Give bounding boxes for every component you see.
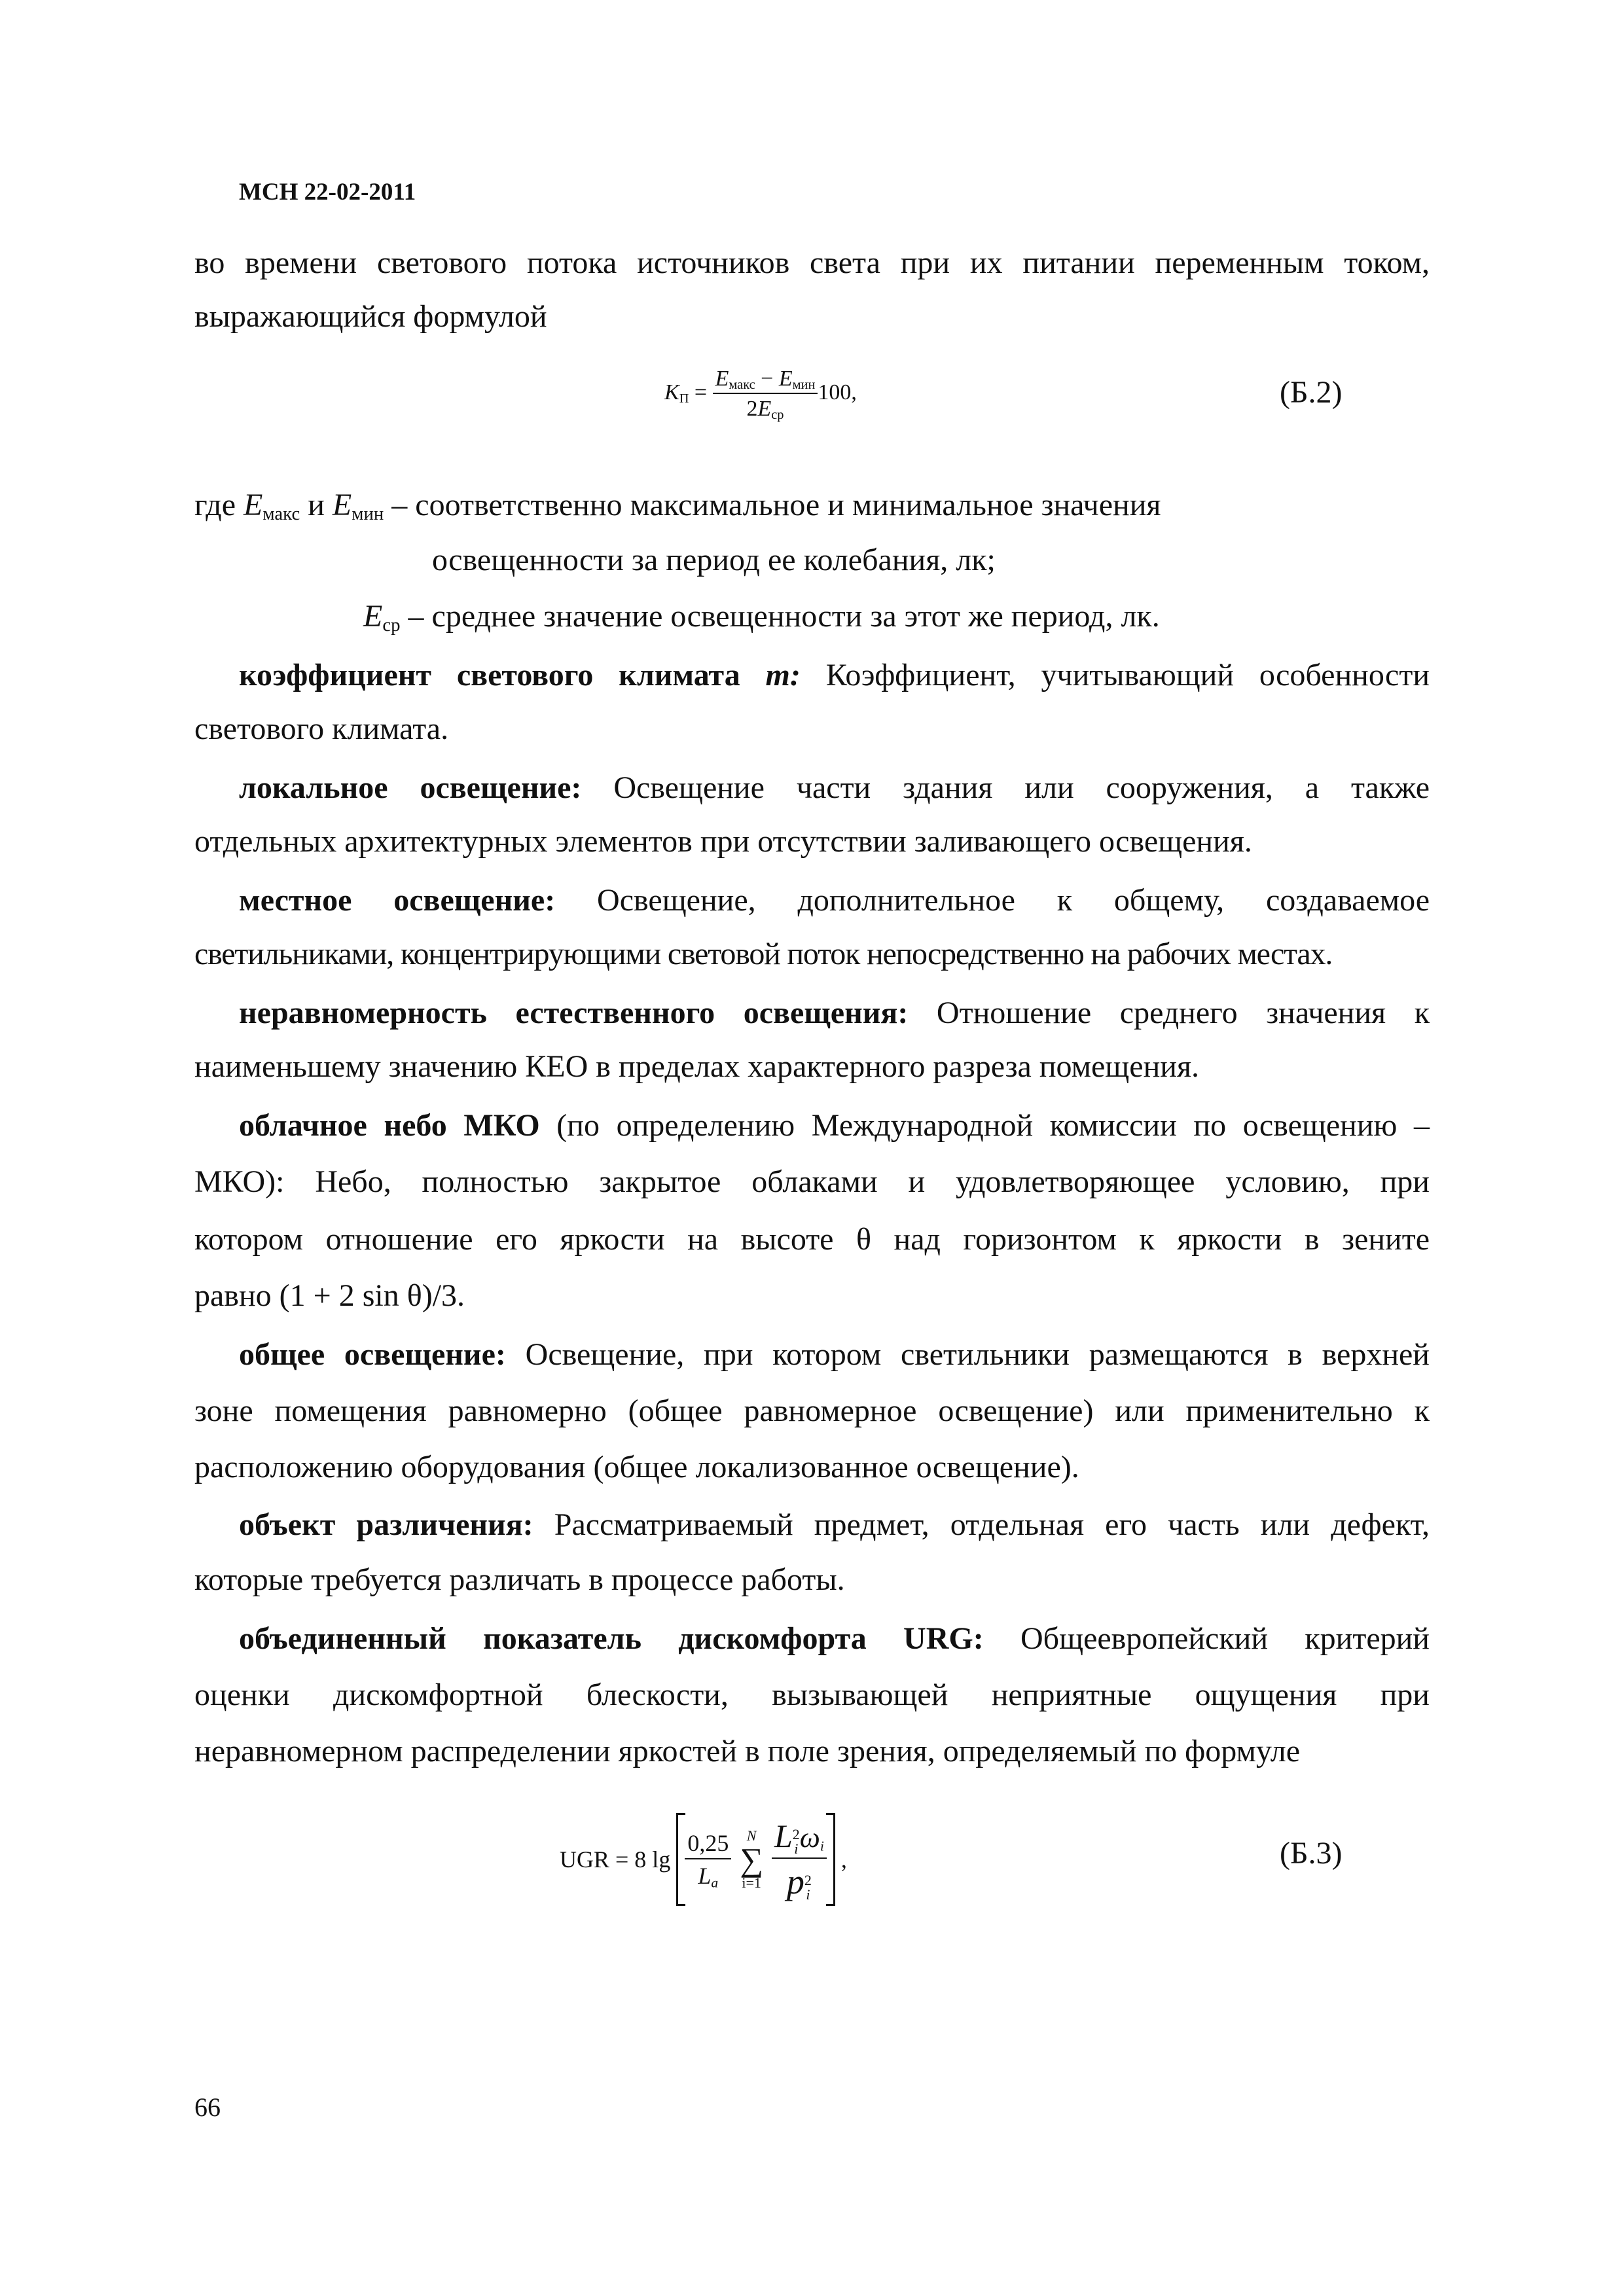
term-daylight-unevenness-cont: наименьшему значению КЕО в пределах характерного разреза помещения. [194, 1049, 1200, 1084]
where-line-3: $E_{ср}$ – среднее значение освещенности за этот же период, лк. [363, 599, 1160, 636]
term-cie-overcast-sky-cont-1: МКО): Небо, полностью закрытое облаками и удовлетворяющее условию, при [194, 1164, 1430, 1199]
intro-line-1: во времени светового потока источников света при их питании переменным током, [194, 245, 1430, 280]
term-general-lighting: общее освещение: Освещение, при котором светильники размещаются в верхней [239, 1337, 1430, 1372]
term-general-lighting-cont-1: зоне помещения равномерно (общее равномерное освещение) или применительно к [194, 1393, 1430, 1428]
term-ugr-cont-2: неравномерном распределении яркостей в поле зрения, определяемый по формуле [194, 1734, 1301, 1768]
term-spot-lighting-cont: светильниками, концентрирующими световой поток непосредственно на рабочих местах. [194, 937, 1333, 971]
page-number: 66 [194, 2092, 221, 2122]
formula-b3-sum: N ∑ i=1 [740, 1827, 763, 1892]
term-daylight-unevenness: неравномерность естественного освещения: Отношение среднего значения к [239, 996, 1430, 1030]
formula-b2-number: (Б.2) [1280, 375, 1343, 410]
formula-b3-brackets: $\frac{0,25}{L_a}$ N ∑ i=1 L 2 i $\omega_i$ p 2 i [676, 1813, 835, 1906]
term-ugr: объединенный показатель дискомфорта URG: Общеевропейский критерий [239, 1621, 1430, 1656]
intro-line-2: выражающийся формулой [194, 299, 547, 334]
term-object-of-discrimination-cont: которые требуется различать в процессе работы. [194, 1562, 845, 1597]
where-line-1: где $E_{макс}$ и $E_{мин}$ – соответственно максимальное и минимальное значения [194, 488, 1161, 525]
where-line-2: освещенности за период ее колебания, лк; [432, 543, 996, 577]
formula-b2: $K_П$ = $\frac{E_{макс} - E_{мин}}{2E_{ср}}$ 100, [664, 367, 857, 423]
term-cie-overcast-sky: облачное небо МКО (по определению Международной комиссии по освещению – [239, 1108, 1430, 1143]
term-light-climate-coefficient: коэффициент светового климата m: Коэффициент, учитывающий особенности [239, 658, 1430, 692]
formula-b3-number: (Б.3) [1280, 1836, 1343, 1871]
term-spot-lighting: местное освещение: Освещение, дополнительное к общему, создаваемое [239, 883, 1430, 918]
term-ugr-cont-1: оценки дискомфортной блескости, вызывающей неприятные ощущения при [194, 1677, 1430, 1712]
term-cie-overcast-sky-cont-3: равно (1 + 2 sin θ)/3. [194, 1278, 465, 1313]
formula-b3: UGR = 8 lg $\frac{0,25}{L_a}$ N ∑ i=1 L 2 i $\omega_i$ p 2 i , [560, 1813, 847, 1906]
document-code-header: МСН 22-02-2011 [239, 179, 416, 206]
term-cie-overcast-sky-cont-2: котором отношение его яркости на высоте θ над горизонтом к яркости в зените [194, 1222, 1430, 1257]
term-object-of-discrimination: объект различения: Рассматриваемый предмет, отдельная его часть или дефект, [239, 1507, 1430, 1542]
formula-b2-fraction: $\frac{E_{макс} - E_{мин}}{2E_{ср}}$ [713, 367, 818, 422]
term-local-lighting-cont: отдельных архитектурных элементов при отсутствии заливающего освещения. [194, 824, 1252, 859]
term-light-climate-coefficient-cont: светового климата. [194, 711, 449, 746]
term-local-lighting: локальное освещение: Освещение части здания или сооружения, а также [239, 770, 1430, 805]
term-general-lighting-cont-2: расположению оборудования (общее локализованное освещение). [194, 1450, 1079, 1484]
